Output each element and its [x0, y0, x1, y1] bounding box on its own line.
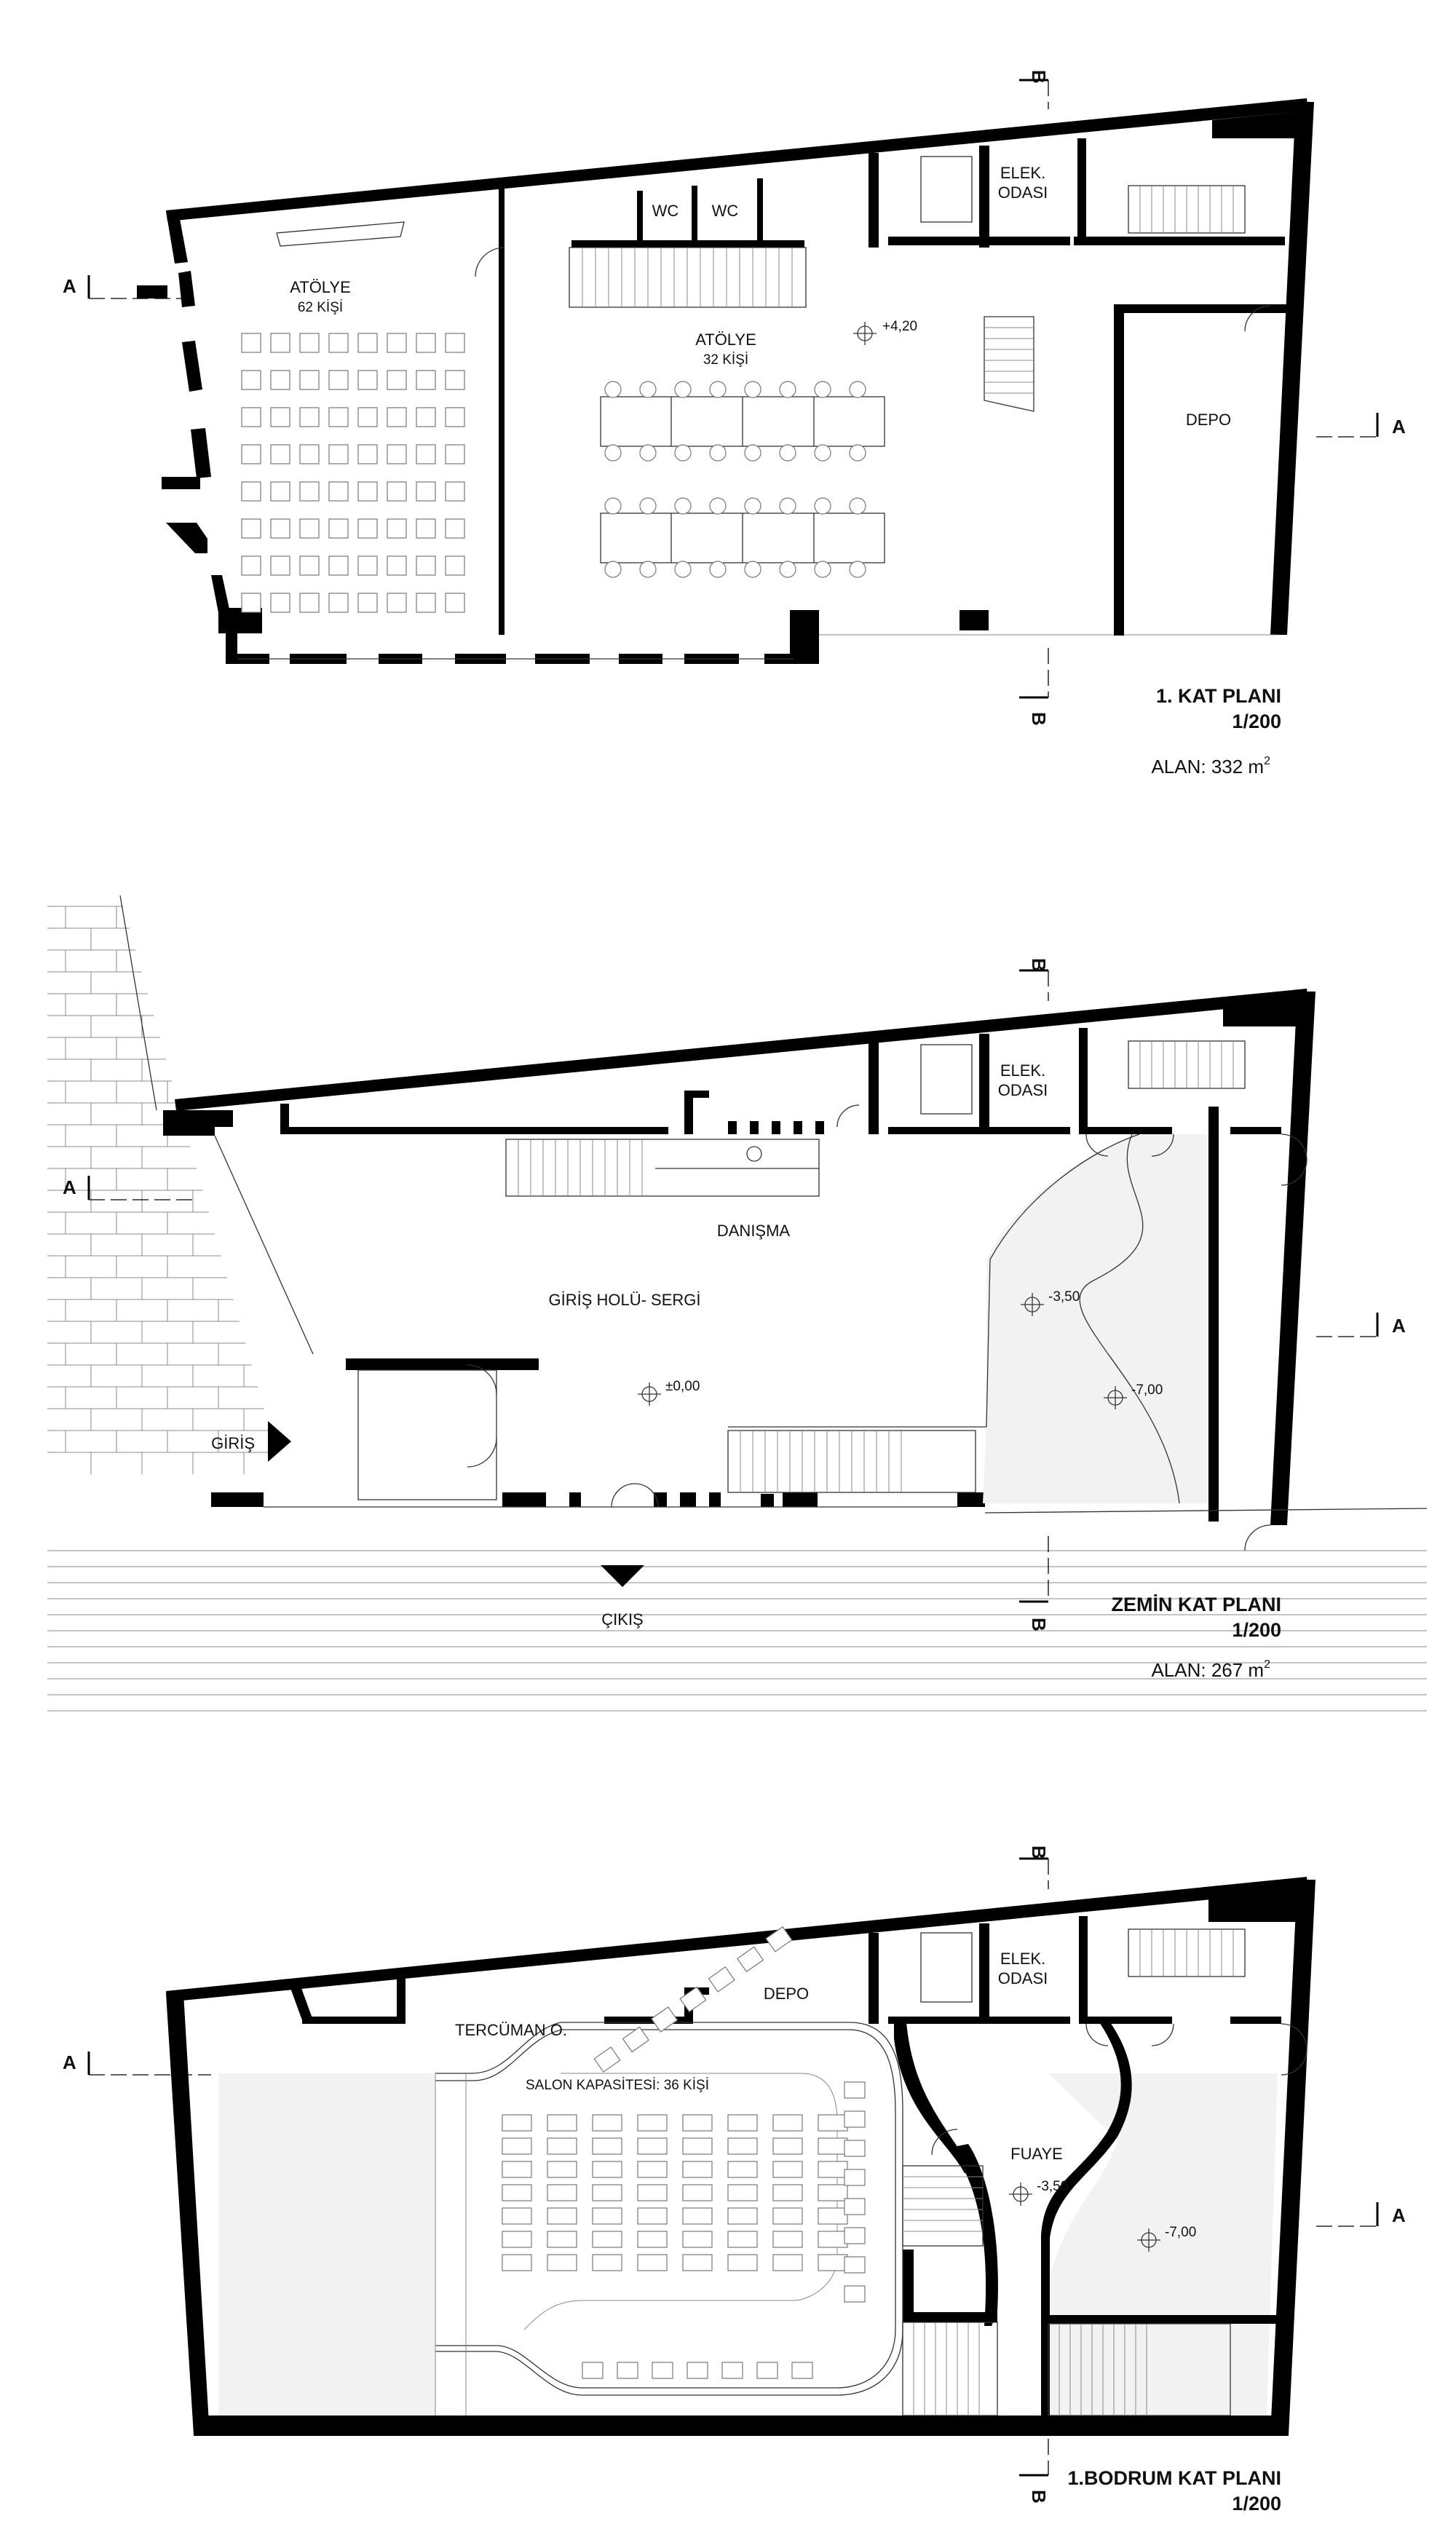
chair	[675, 445, 691, 461]
seat	[329, 482, 348, 501]
seat	[683, 2208, 712, 2224]
seat	[271, 556, 290, 575]
seat	[446, 519, 464, 538]
room-label-elek: ELEK.	[1000, 164, 1046, 182]
entry-label: GİRİŞ	[211, 1434, 255, 1452]
auditorium-seats	[502, 1927, 865, 2378]
seat	[358, 371, 377, 389]
armchair	[844, 2169, 865, 2185]
chair	[780, 561, 796, 577]
seat	[683, 2255, 712, 2271]
seat	[593, 2185, 622, 2201]
seat	[358, 408, 377, 427]
section-mark-a	[63, 2052, 211, 2075]
seat	[300, 408, 319, 427]
entry-arrow	[268, 1421, 291, 1462]
seat	[271, 371, 290, 389]
plan-scale: 1/200	[1232, 2493, 1281, 2515]
armchair	[623, 2027, 649, 2052]
seat	[358, 482, 377, 501]
chair	[745, 498, 761, 514]
seat	[593, 2231, 622, 2247]
seat	[818, 2255, 847, 2271]
plan-title: ZEMİN KAT PLANI	[1111, 1594, 1281, 1615]
seat	[416, 519, 435, 538]
seat	[502, 2231, 531, 2247]
seat	[300, 556, 319, 575]
seat	[416, 556, 435, 575]
seat	[416, 482, 435, 501]
seat	[242, 519, 261, 538]
room-label-elek: ELEK.	[1000, 1950, 1046, 1968]
seat	[728, 2255, 757, 2271]
partition-atolye	[499, 183, 505, 635]
section-mark-a	[63, 1176, 197, 1200]
armchair	[652, 2007, 678, 2032]
svg-text:B: B	[1028, 70, 1050, 84]
seat	[242, 408, 261, 427]
room-capacity: 62 KİŞİ	[297, 300, 344, 315]
seat	[300, 519, 319, 538]
seat	[271, 593, 290, 612]
level-marker	[853, 319, 917, 345]
chair	[710, 561, 726, 577]
seat	[329, 408, 348, 427]
svg-text:A: A	[63, 2052, 76, 2073]
armchair	[737, 1947, 764, 1971]
svg-text:B: B	[1028, 1845, 1050, 1859]
seat	[242, 445, 261, 464]
east-wall	[1270, 1880, 1315, 2435]
seat	[329, 556, 348, 575]
basement-lift	[921, 1933, 972, 2002]
seat	[446, 556, 464, 575]
first-floor-stair-3	[984, 317, 1034, 411]
armchair	[757, 2362, 778, 2378]
level-text: -3,50	[1037, 2179, 1069, 2194]
chair	[815, 445, 831, 461]
seat	[683, 2161, 712, 2177]
chair	[605, 445, 621, 461]
seat	[728, 2138, 757, 2154]
plan-area: ALAN: 267 $m^2$	[1151, 1658, 1270, 1681]
room-label-depo: DEPO	[1185, 411, 1232, 429]
seat	[818, 2161, 847, 2177]
seat	[416, 371, 435, 389]
seat	[547, 2231, 577, 2247]
armchair	[722, 2362, 743, 2378]
north-wall	[175, 989, 1308, 1111]
chair	[780, 445, 796, 461]
seat	[638, 2115, 667, 2131]
seat	[271, 519, 290, 538]
seat	[547, 2185, 577, 2201]
level-marker	[638, 1379, 700, 1406]
chair	[640, 498, 656, 514]
level-text: -7,00	[1165, 2225, 1197, 2240]
plan-title: 1. KAT PLANI	[1155, 685, 1281, 707]
room-label-wc: WC	[652, 202, 679, 220]
seat	[683, 2231, 712, 2247]
ground-floor-plan	[47, 895, 1427, 1711]
first-floor-lift	[921, 157, 972, 222]
room-capacity: 32 KİŞİ	[703, 352, 749, 368]
seat	[547, 2138, 577, 2154]
seat	[271, 408, 290, 427]
north-wall	[166, 1877, 1308, 2002]
seat	[242, 333, 261, 352]
plan-area: ALAN: 332 $m^2$	[1151, 755, 1270, 778]
chair	[815, 561, 831, 577]
chair	[605, 381, 621, 397]
lower-stair	[728, 1431, 976, 1492]
seat	[387, 333, 406, 352]
auditorium-capacity: SALON KAPASİTESİ: 36 KİŞİ	[525, 2078, 710, 2093]
seat	[638, 2255, 667, 2271]
seat	[416, 333, 435, 352]
seat	[593, 2255, 622, 2271]
west-wall	[166, 1993, 210, 2435]
ground-lift	[921, 1045, 972, 1114]
chair	[710, 498, 726, 514]
seat	[446, 408, 464, 427]
seat	[502, 2138, 531, 2154]
room-label-wc: WC	[711, 202, 739, 220]
armchair	[708, 1967, 735, 1992]
core-stair	[1128, 1041, 1245, 1088]
section-mark-a	[1316, 413, 1406, 438]
seat	[416, 445, 435, 464]
atolye-chairs	[605, 381, 866, 577]
exit-label: ÇIKIŞ	[601, 1610, 644, 1629]
seat	[446, 445, 464, 464]
east-wall	[1270, 102, 1314, 635]
seat	[242, 556, 261, 575]
chair	[675, 381, 691, 397]
first-floor-plan	[63, 70, 1406, 778]
auditorium-floor	[218, 2073, 435, 2416]
seat	[593, 2161, 622, 2177]
seat	[683, 2185, 712, 2201]
seat	[271, 333, 290, 352]
seat	[416, 593, 435, 612]
chair	[780, 498, 796, 514]
section-mark-a	[1316, 2202, 1406, 2226]
seat	[818, 2138, 847, 2154]
seat	[502, 2255, 531, 2271]
level-text: -7,00	[1131, 1382, 1163, 1398]
armchair	[617, 2362, 638, 2378]
seat	[329, 593, 348, 612]
seat	[329, 333, 348, 352]
seat	[773, 2138, 802, 2154]
seat	[728, 2115, 757, 2131]
room-label-odasi: ODASI	[997, 1081, 1048, 1099]
seat	[416, 408, 435, 427]
chair	[640, 561, 656, 577]
plan-scale: 1/200	[1232, 711, 1281, 732]
level-text: -3,50	[1048, 1289, 1080, 1305]
seat	[300, 333, 319, 352]
seat	[818, 2115, 847, 2131]
chair	[675, 498, 691, 514]
seat	[387, 593, 406, 612]
chair	[815, 381, 831, 397]
seat	[387, 445, 406, 464]
seat	[300, 445, 319, 464]
seat	[271, 482, 290, 501]
seat	[358, 556, 377, 575]
seat	[547, 2255, 577, 2271]
atolye-tables	[601, 397, 885, 563]
seat	[638, 2185, 667, 2201]
seat	[329, 371, 348, 389]
seat	[638, 2138, 667, 2154]
chair	[850, 381, 866, 397]
atolye-seat-grid	[242, 333, 464, 612]
room-label-odasi: ODASI	[997, 1969, 1048, 1987]
east-wall	[1270, 992, 1315, 1525]
seat	[593, 2208, 622, 2224]
seat	[773, 2255, 802, 2271]
chair	[850, 445, 866, 461]
seat	[547, 2208, 577, 2224]
west-paving	[47, 906, 276, 1474]
seat	[329, 519, 348, 538]
chair	[675, 561, 691, 577]
seat	[358, 519, 377, 538]
seat	[593, 2115, 622, 2131]
chair	[780, 381, 796, 397]
room-label-depo: DEPO	[763, 1985, 810, 2003]
room-label-odasi: ODASI	[997, 183, 1048, 202]
seat	[387, 556, 406, 575]
svg-text:B: B	[1028, 712, 1050, 726]
seat	[358, 333, 377, 352]
seat	[502, 2161, 531, 2177]
armchair	[792, 2362, 812, 2378]
seat	[300, 482, 319, 501]
seat	[329, 445, 348, 464]
armchair	[844, 2140, 865, 2156]
seat	[773, 2208, 802, 2224]
level-text: +4,20	[882, 319, 918, 334]
seat	[502, 2185, 531, 2201]
seat	[300, 593, 319, 612]
armchair	[844, 2111, 865, 2127]
seat	[728, 2208, 757, 2224]
room-label-danisma: DANIŞMA	[716, 1222, 791, 1240]
svg-text:A: A	[63, 275, 76, 297]
seat	[242, 482, 261, 501]
chair	[640, 381, 656, 397]
seat	[773, 2185, 802, 2201]
seat	[547, 2115, 577, 2131]
seat	[300, 371, 319, 389]
chair	[745, 445, 761, 461]
armchair	[582, 2362, 603, 2378]
svg-text:A: A	[63, 1176, 76, 1198]
level-text: ±0,00	[665, 1379, 700, 1394]
seat	[773, 2115, 802, 2131]
seat	[818, 2185, 847, 2201]
seat	[638, 2231, 667, 2247]
chair	[815, 498, 831, 514]
first-floor-stair-1	[569, 248, 806, 307]
seat	[387, 371, 406, 389]
chair	[850, 498, 866, 514]
seat	[446, 333, 464, 352]
seat	[242, 593, 261, 612]
section-mark-b	[1019, 2439, 1050, 2504]
room-label-atolye: ATÖLYE	[290, 278, 351, 296]
armchair	[844, 2286, 865, 2302]
chair	[850, 561, 866, 577]
armchair	[844, 2082, 865, 2098]
first-floor-stair-2	[1128, 186, 1245, 233]
room-label-elek: ELEK.	[1000, 1061, 1046, 1080]
seat	[728, 2185, 757, 2201]
seat	[818, 2208, 847, 2224]
seat	[773, 2161, 802, 2177]
south-wall	[226, 610, 989, 664]
seat	[446, 593, 464, 612]
seat	[446, 482, 464, 501]
chair	[710, 381, 726, 397]
seat	[683, 2138, 712, 2154]
seat	[683, 2115, 712, 2131]
seat	[446, 371, 464, 389]
section-mark-b	[1019, 958, 1050, 1001]
seat	[502, 2115, 531, 2131]
armchair	[687, 2362, 708, 2378]
south-wall	[194, 2416, 1289, 2436]
section-mark-b	[1019, 1845, 1050, 1889]
basement-plan	[63, 1845, 1406, 2515]
seat	[773, 2231, 802, 2247]
svg-text:A: A	[1392, 1315, 1406, 1337]
chair	[710, 445, 726, 461]
chair	[745, 381, 761, 397]
seat	[728, 2161, 757, 2177]
entry-stair	[506, 1139, 819, 1196]
armchair	[652, 2362, 673, 2378]
room-label-hall: GİRİŞ HOLÜ- SERGİ	[548, 1291, 701, 1309]
seat	[358, 445, 377, 464]
chair	[745, 561, 761, 577]
plan-title: 1.BODRUM KAT PLANI	[1067, 2467, 1281, 2489]
armchair	[594, 2047, 620, 2072]
seat	[242, 371, 261, 389]
armchair	[844, 2199, 865, 2215]
section-mark-b	[1019, 70, 1050, 109]
chair	[640, 445, 656, 461]
chair	[605, 561, 621, 577]
seat	[818, 2231, 847, 2247]
seat	[728, 2231, 757, 2247]
room-label-atolye: ATÖLYE	[695, 331, 756, 349]
chair	[605, 498, 621, 514]
seat	[547, 2161, 577, 2177]
seat	[638, 2208, 667, 2224]
plan-scale: 1/200	[1232, 1619, 1281, 1641]
svg-text:B: B	[1028, 2490, 1050, 2504]
armchair	[844, 2257, 865, 2273]
section-mark-a	[1316, 1313, 1406, 1337]
section-mark-b	[1019, 648, 1050, 726]
street-paving	[47, 1551, 1427, 1711]
room-label-fuaye: FUAYE	[1010, 2145, 1063, 2163]
seat	[502, 2208, 531, 2224]
svg-text:A: A	[1392, 2204, 1406, 2226]
seat	[387, 408, 406, 427]
exit-arrow	[601, 1565, 644, 1587]
svg-text:A: A	[1392, 416, 1406, 438]
room-label-tercuman: TERCÜMAN O.	[455, 2021, 567, 2039]
svg-text:B: B	[1028, 1618, 1050, 1631]
seat	[358, 593, 377, 612]
seat	[593, 2138, 622, 2154]
seat	[387, 482, 406, 501]
svg-text:B: B	[1028, 958, 1050, 972]
lower-void	[983, 1134, 1208, 1503]
armchair	[844, 2228, 865, 2244]
seat	[387, 519, 406, 538]
seat	[638, 2161, 667, 2177]
seat	[271, 445, 290, 464]
basement-core-stair	[1128, 1929, 1245, 1977]
